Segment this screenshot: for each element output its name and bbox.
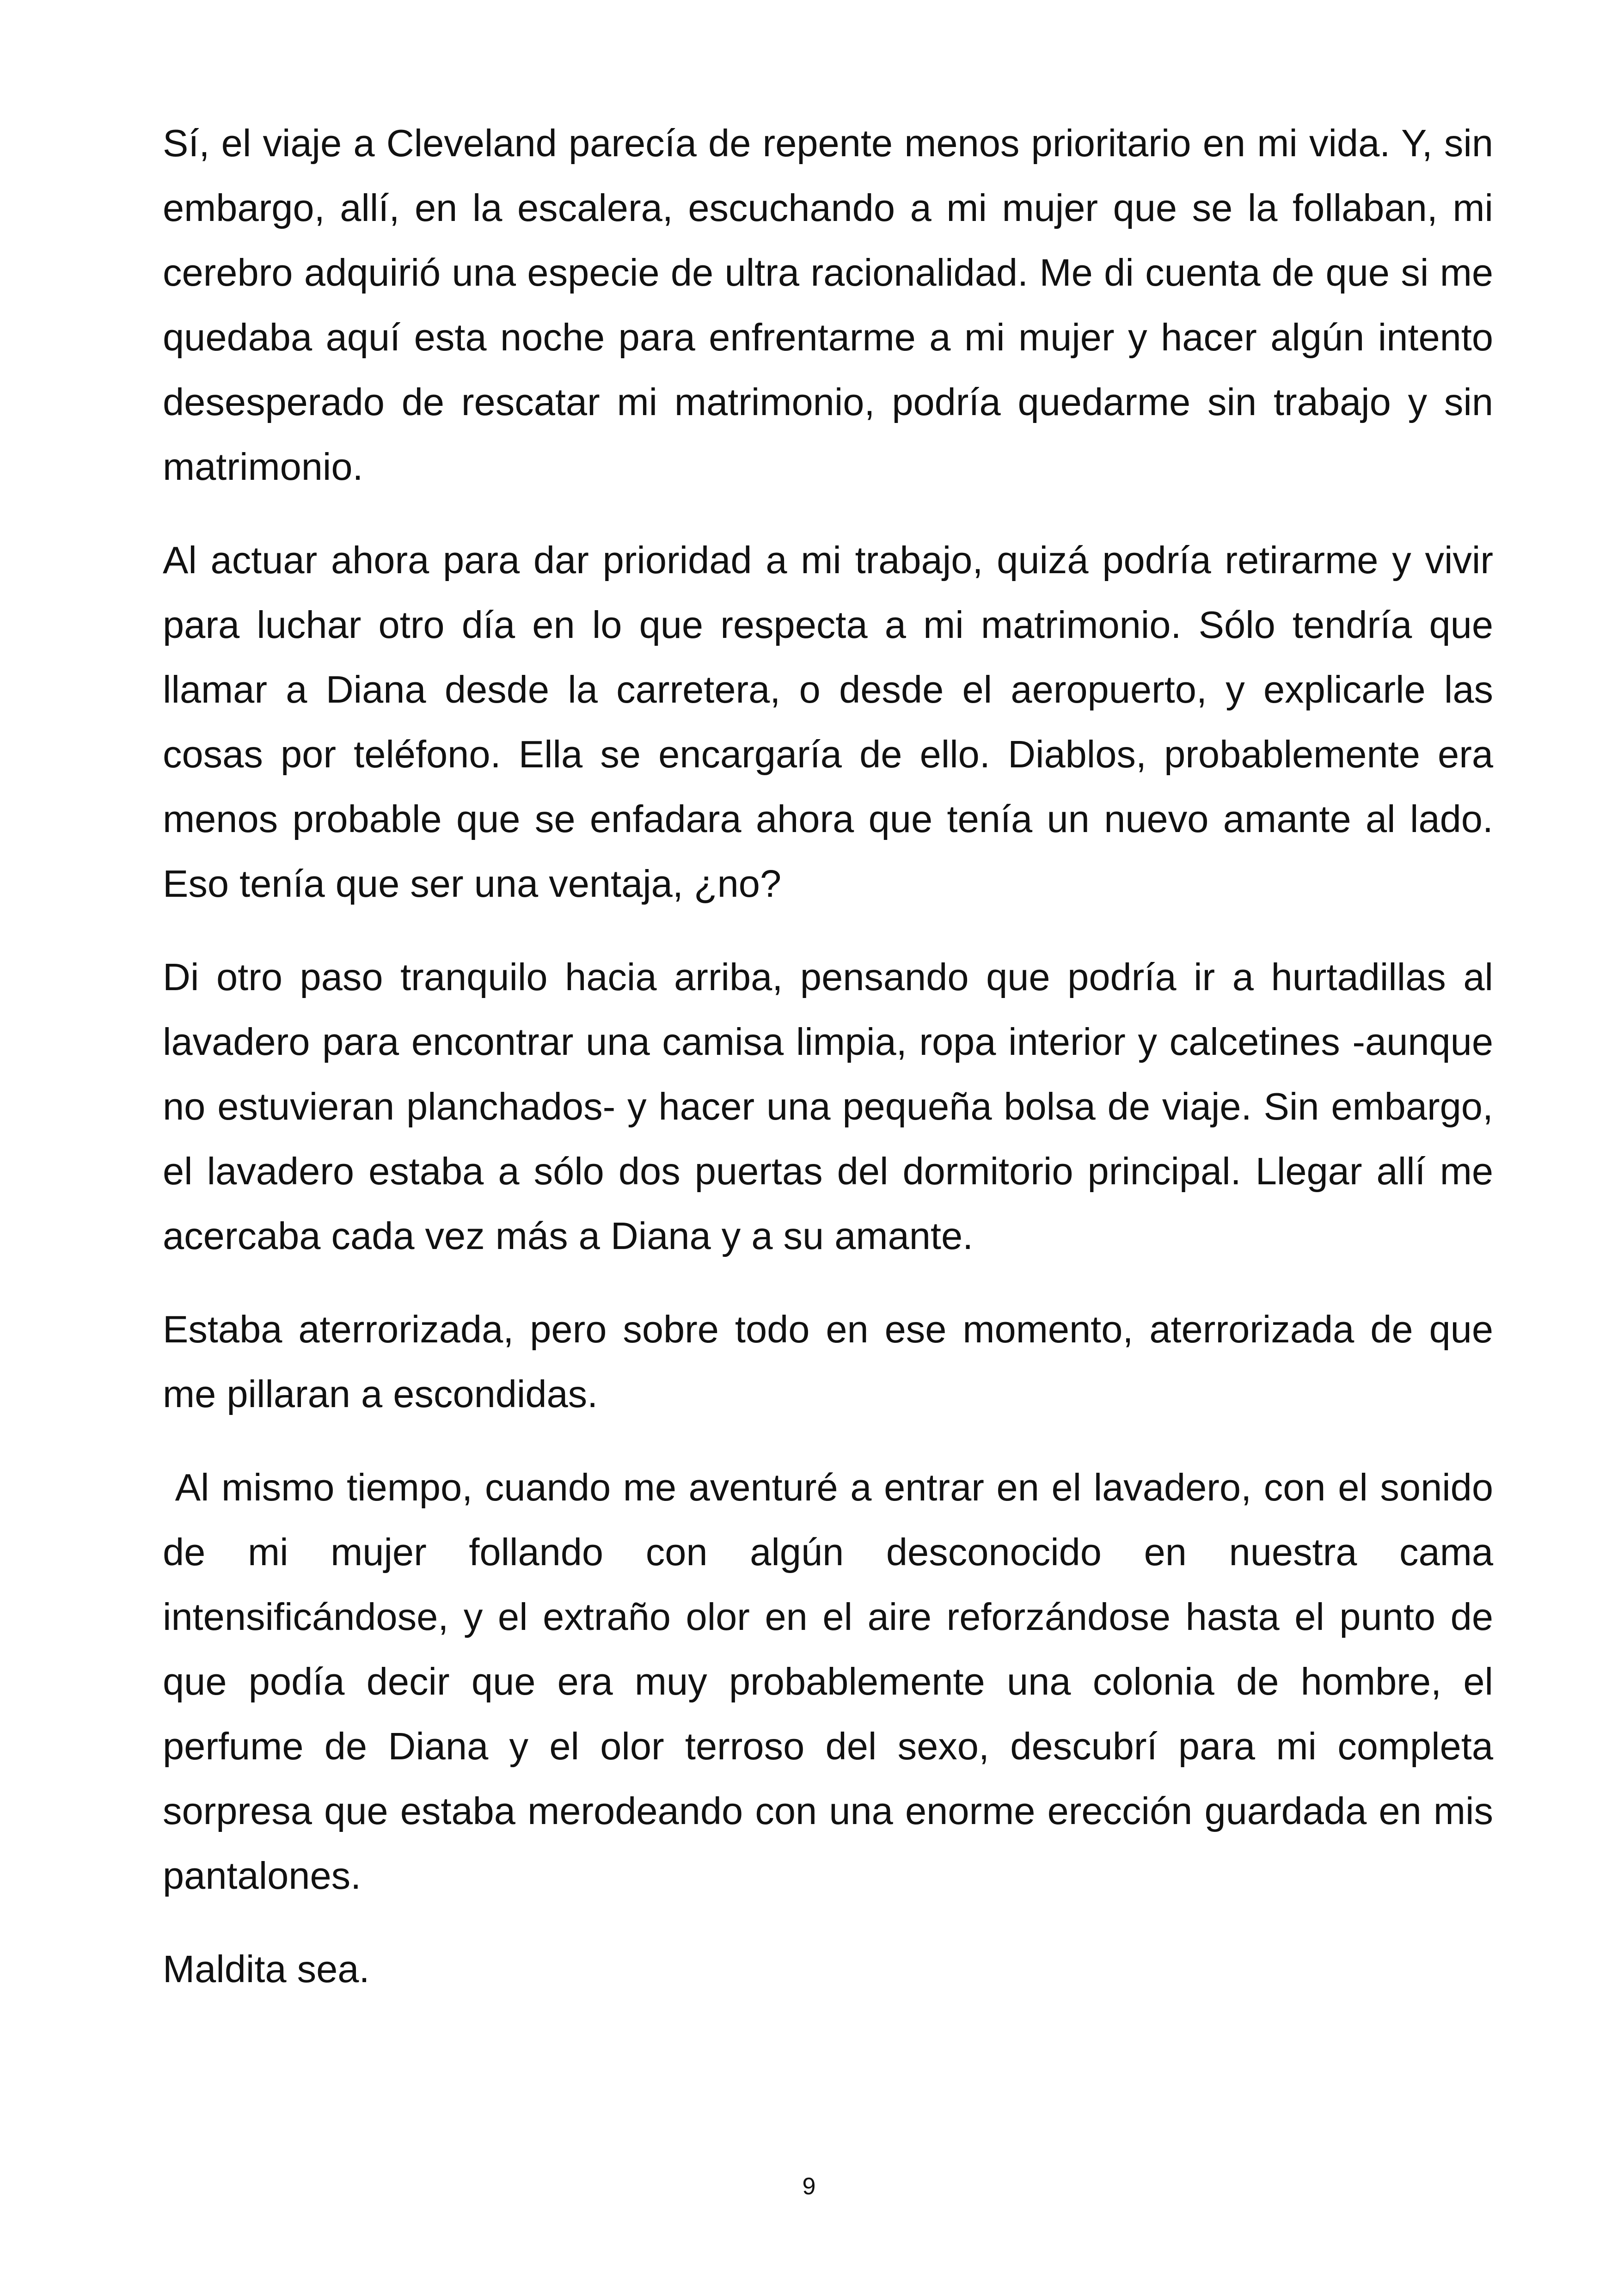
paragraph-3: Di otro paso tranquilo hacia arriba, pensando que podría ir a hurtadillas al lavadero para encontrar una camisa limpia, ropa interior y calcetines -aunque no estuvieran planchados- y hacer una pequeña bolsa de viaje. Sin embargo, el lavadero estaba a sólo dos puertas del dormitorio principal. Llegar allí me acercaba cada vez más a Diana y a su amante. <box>163 955 1493 1257</box>
paragraph-4: Estaba aterrorizada, pero sobre todo en ese momento, aterrorizada de que me pillaran a escondidas. <box>163 1308 1493 1415</box>
page-number: 9 <box>802 2173 816 2200</box>
paragraph-5: Al mismo tiempo, cuando me aventuré a entrar en el lavadero, con el sonido de mi mujer follando con algún desconocido en nuestra cama intensificándose, y el extraño olor en el aire reforzándose hasta el punto de que podía decir que era muy probablemente una colonia de hombre, el perfume de Diana y el olor terroso del sexo, descubrí para mi completa sorpresa que estaba merodeando con una enorme erección guardada en mis pantalones. <box>163 1466 1504 1897</box>
paragraph-1: Sí, el viaje a Cleveland parecía de repente menos prioritario en mi vida. Y, sin embargo, allí, en la escalera, escuchando a mi mujer que se la follaban, mi cerebro adquirió una especie de ultra racionalidad. Me di cuenta de que si me quedaba aquí esta noche para enfrentarme a mi mujer y hacer algún intento desesperado de rescatar mi matrimonio, podría quedarme sin trabajo y sin matrimonio. <box>163 122 1493 488</box>
body-text <box>163 111 1504 2030</box>
paragraph-6: Maldita sea. <box>163 1947 370 1990</box>
paragraph-2: Al actuar ahora para dar prioridad a mi trabajo, quizá podría retirarme y vivir para luchar otro día en lo que respecta a mi matrimonio. Sólo tendría que llamar a Diana desde la carretera, o desde el aeropuerto, y explicarle las cosas por teléfono. Ella se encargaría de ello. Diablos, probablemente era menos probable que se enfadara ahora que tenía un nuevo amante al lado. Eso tenía que ser una ventaja, ¿no? <box>163 539 1493 905</box>
